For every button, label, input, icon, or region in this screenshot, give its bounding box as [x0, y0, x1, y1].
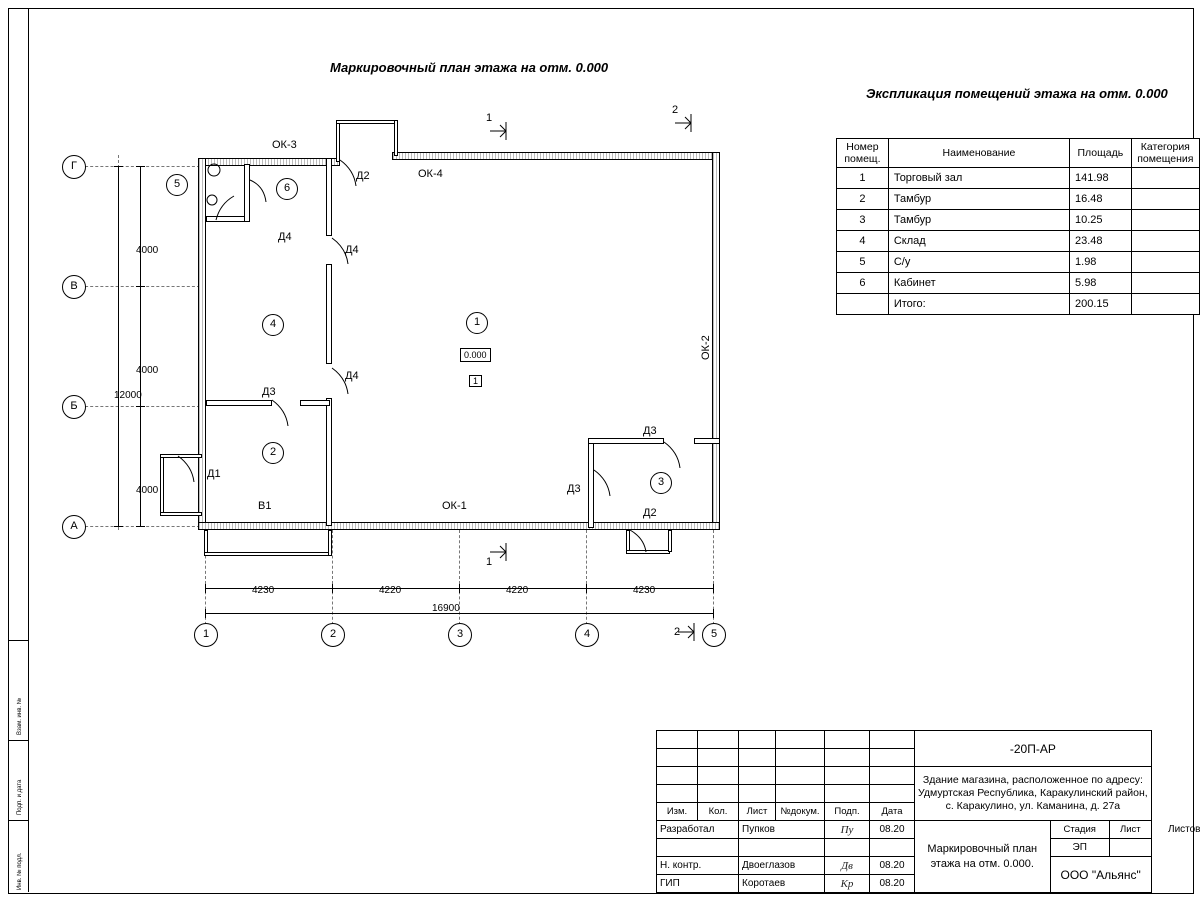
cell-area: 141.98 — [1070, 168, 1132, 189]
stamp-role-blank — [657, 839, 739, 857]
stamp-stage-value: ЭП — [1050, 839, 1109, 857]
stamp-role-ncontr: Н. контр. — [657, 857, 739, 875]
stamp-sheet-header-text: Лист — [1120, 824, 1141, 835]
dim-tick — [205, 609, 206, 618]
stamp-cell — [870, 785, 915, 803]
room-number-4: 4 — [262, 314, 284, 336]
elevation-marker: 0.000 — [460, 348, 491, 362]
table-row — [837, 252, 1200, 273]
table-row — [837, 273, 1200, 294]
total-label: Итого: — [888, 294, 1069, 315]
wall-interior-cabinet-right — [244, 164, 250, 222]
cell-area: 16.48 — [1070, 189, 1132, 210]
door-label-d4-c: Д4 — [345, 370, 359, 382]
wall-right-exterior — [712, 152, 720, 530]
wall-top-right — [392, 152, 720, 160]
vertical-dim-total — [118, 166, 119, 526]
dim-tick — [136, 526, 145, 527]
stamp-sheet-header — [1109, 821, 1151, 839]
plan-title: Маркировочный план этажа на отм. 0.000 — [330, 60, 609, 75]
porch-left-2 — [626, 530, 630, 552]
vertical-dim-2: 4000 — [136, 365, 159, 376]
dim-tick — [332, 584, 333, 593]
vertical-dim-total-label: 12000 — [114, 390, 142, 401]
stamp-row-ncontr — [657, 857, 1152, 875]
stamp-cell — [657, 767, 698, 785]
stamp-name-razrabotal: Пупков — [739, 821, 825, 839]
dim-tick — [136, 286, 145, 287]
stamp-cell — [825, 785, 870, 803]
wall-interior-horizontal-B — [206, 400, 272, 406]
header-category: Категория помещения — [1131, 139, 1199, 168]
dim-tick — [136, 406, 145, 407]
explication-title: Экспликация помещений этажа на отм. 0.000 — [866, 86, 1168, 101]
axis-bubble-5: 5 — [702, 623, 726, 647]
opening-label-ok4: ОК-4 — [418, 168, 443, 180]
stamp-cell — [657, 749, 698, 767]
cell-category — [1131, 231, 1199, 252]
header-number: Номер помещ. — [837, 139, 889, 168]
table-row — [837, 231, 1200, 252]
section-mark-2-bottom: 2 — [674, 626, 681, 638]
dim-tick — [136, 166, 145, 167]
dim-tick — [114, 166, 123, 167]
entrance-step-bottom — [160, 512, 202, 516]
room-number-1: 1 — [466, 312, 488, 334]
dim-tick — [205, 584, 206, 593]
window-label-v1: В1 — [258, 500, 272, 512]
section-mark-1-bottom: 1 — [486, 556, 493, 568]
stamp-date-blank — [870, 839, 915, 857]
cell-number: 2 — [837, 189, 889, 210]
cell-name: Тамбур — [888, 210, 1069, 231]
dim-tick — [459, 584, 460, 593]
room-number-3: 3 — [650, 472, 672, 494]
header-name: Наименование — [888, 139, 1069, 168]
stamp-organization: ООО "Альянс" — [1050, 857, 1151, 893]
axis-line-2 — [332, 530, 333, 630]
cell-empty — [837, 294, 889, 315]
stamp-cell — [739, 731, 776, 749]
stamp-cell — [870, 749, 915, 767]
stamp-code: -20П-АР — [915, 731, 1152, 767]
table-total-row — [837, 294, 1200, 315]
stamp-cell — [657, 785, 698, 803]
cell-number: 6 — [837, 273, 889, 294]
door-label-d3-b: Д3 — [643, 425, 657, 437]
stamp-cell — [776, 767, 825, 785]
cell-category — [1131, 273, 1199, 294]
axis-line-4 — [586, 530, 587, 630]
vertical-dim-1: 4000 — [136, 245, 159, 256]
stamp-row-blank2 — [657, 839, 1152, 857]
porch-bottom-1 — [204, 552, 332, 556]
stamp-cell — [698, 767, 739, 785]
wall-tambour3-top-right — [694, 438, 720, 444]
cell-area: 1.98 — [1070, 252, 1132, 273]
wall-step-vertical-right — [394, 120, 398, 156]
stamp-object-line3: с. Каракулино, ул. Каманина, д. 27а — [945, 800, 1121, 813]
stamp-col-izm: Изм. — [657, 803, 698, 821]
axis-bubble-G: Г — [62, 155, 86, 179]
stamp-date-ncontr: 08.20 — [870, 857, 915, 875]
stamp-row-blank — [657, 731, 1152, 749]
cell-name: Кабинет — [888, 273, 1069, 294]
stamp-object — [915, 767, 1152, 821]
cell-number: 3 — [837, 210, 889, 231]
axis-bubble-1: 1 — [194, 623, 218, 647]
stamp-col-podp: Подп. — [825, 803, 870, 821]
vertical-dim-chain — [140, 166, 141, 526]
total-area: 200.15 — [1070, 294, 1132, 315]
axis-bubble-V: В — [62, 275, 86, 299]
dim-tick — [713, 609, 714, 618]
wall-tambour3-top — [588, 438, 664, 444]
table-header-row — [837, 139, 1200, 168]
room-number-5: 5 — [166, 174, 188, 196]
stamp-cell — [739, 749, 776, 767]
cell-empty — [1131, 294, 1199, 315]
stamp-row-developer — [657, 821, 1152, 839]
stamp-signature-gip: Кр — [825, 875, 870, 893]
entrance-step-top — [160, 454, 202, 458]
entrance-step-left — [160, 454, 164, 516]
door-label-d2-top: Д2 — [356, 170, 370, 182]
margin-divider-3 — [8, 820, 28, 821]
stamp-drawing-title-line1: Маркировочный план — [927, 843, 1038, 856]
horizontal-dim-3: 4220 — [506, 585, 529, 596]
wall-step-horizontal — [336, 120, 398, 124]
stamp-cell — [825, 749, 870, 767]
header-area: Площадь — [1070, 139, 1132, 168]
axis-bubble-3: 3 — [448, 623, 472, 647]
door-label-d2-bottom: Д2 — [643, 507, 657, 519]
opening-label-ok3: ОК-3 — [272, 139, 297, 151]
cell-name: Склад — [888, 231, 1069, 252]
axis-line-3 — [459, 530, 460, 630]
stamp-object-line2: Удмуртская Республика, Каракулинский район, — [918, 786, 1148, 799]
stamp-row-blank — [657, 767, 1152, 785]
stamp-drawing-title — [915, 821, 1051, 893]
stamp-cell — [698, 731, 739, 749]
stamp-cell — [776, 749, 825, 767]
door-label-d4-b: Д4 — [345, 244, 359, 256]
wall-step-vertical-left — [336, 120, 340, 162]
title-block — [656, 730, 1152, 893]
stamp-drawing-title-line2: этажа на отм. 0.000. — [930, 857, 1034, 870]
stamp-name-blank — [739, 839, 825, 857]
cell-category — [1131, 210, 1199, 231]
stamp-cell — [657, 731, 698, 749]
room-number-2: 2 — [262, 442, 284, 464]
sheet-left-margin-column — [8, 8, 29, 892]
cell-name: Торговый зал — [888, 168, 1069, 189]
stamp-name-gip: Коротаев — [739, 875, 825, 893]
room-number-6: 6 — [276, 178, 298, 200]
stamp-cell — [698, 785, 739, 803]
horizontal-dim-2: 4220 — [379, 585, 402, 596]
stamp-date-razrabotal: 08.20 — [870, 821, 915, 839]
porch-right-2 — [668, 530, 672, 552]
stamp-cell — [870, 731, 915, 749]
cell-number: 4 — [837, 231, 889, 252]
stamp-col-ndokum: №докум. — [776, 803, 825, 821]
margin-label-podp: Подп. и дата — [17, 779, 23, 815]
stamp-cell — [870, 767, 915, 785]
axis-bubble-4: 4 — [575, 623, 599, 647]
stamp-col-data: Дата — [870, 803, 915, 821]
cell-area: 5.98 — [1070, 273, 1132, 294]
margin-label-vzam: Взам. инв. № — [17, 697, 23, 735]
door-label-d3-c: Д3 — [567, 483, 581, 495]
table-row — [837, 210, 1200, 231]
wall-interior-vertical-mid — [326, 264, 332, 364]
horizontal-dim-4: 4230 — [633, 585, 656, 596]
axis-bubble-A: А — [62, 515, 86, 539]
wall-bottom-exterior — [198, 522, 720, 530]
porch-bottom-2 — [626, 550, 670, 554]
door-label-d3-a: Д3 — [262, 386, 276, 398]
stamp-object-line1: Здание магазина, расположенное по адресу: — [922, 773, 1143, 786]
dim-tick — [114, 526, 123, 527]
axis-bubble-B: Б — [62, 395, 86, 419]
elevation-room-marker: 1 — [469, 375, 482, 387]
stamp-role-gip: ГИП — [657, 875, 739, 893]
stamp-sheets-header: Листов — [1168, 824, 1200, 835]
horizontal-dim-1: 4230 — [252, 585, 275, 596]
cell-name: С/у — [888, 252, 1069, 273]
wall-interior-horizontal-B2 — [300, 400, 330, 406]
wall-interior-vertical-upper — [326, 158, 332, 236]
stamp-signature-blank — [825, 839, 870, 857]
porch-right-1 — [328, 530, 332, 556]
wall-interior-cabinet-bottom — [206, 216, 248, 222]
cell-category — [1131, 252, 1199, 273]
section-mark-1-top: 1 — [486, 112, 493, 124]
stamp-stage-header: Стадия — [1050, 821, 1109, 839]
opening-label-ok2: ОК-2 — [700, 335, 712, 360]
cell-number: 1 — [837, 168, 889, 189]
table-row — [837, 168, 1200, 189]
margin-label-inv: Инв. № подл. — [17, 852, 23, 890]
stamp-cell — [739, 785, 776, 803]
cell-area: 23.48 — [1070, 231, 1132, 252]
stamp-cell — [776, 731, 825, 749]
axis-bubble-2: 2 — [321, 623, 345, 647]
vertical-dim-3: 4000 — [136, 485, 159, 496]
cell-category — [1131, 168, 1199, 189]
opening-label-ok1: ОК-1 — [442, 500, 467, 512]
stamp-signature-ncontr: Дв — [825, 857, 870, 875]
section-mark-2-top: 2 — [672, 104, 679, 116]
door-label-d1: Д1 — [207, 468, 221, 480]
margin-divider-2 — [8, 740, 28, 741]
wall-interior-vertical-lower — [326, 398, 332, 526]
stamp-signature-razrabotal: Пу — [825, 821, 870, 839]
stamp-cell — [825, 767, 870, 785]
wall-tambour3-left — [588, 438, 594, 528]
wall-left-exterior — [198, 158, 206, 530]
stamp-date-gip: 08.20 — [870, 875, 915, 893]
dim-tick — [586, 584, 587, 593]
stamp-cell — [776, 785, 825, 803]
stamp-cell — [825, 731, 870, 749]
cell-name: Тамбур — [888, 189, 1069, 210]
stamp-name-ncontr: Двоеглазов — [739, 857, 825, 875]
stamp-col-kol: Кол. — [698, 803, 739, 821]
stamp-col-list: Лист — [739, 803, 776, 821]
margin-divider-1 — [8, 640, 28, 641]
stamp-cell — [739, 767, 776, 785]
dim-tick — [713, 584, 714, 593]
cell-number: 5 — [837, 252, 889, 273]
table-row — [837, 189, 1200, 210]
horizontal-dim-total-label: 16900 — [432, 603, 460, 614]
explication-table — [836, 138, 1200, 315]
stamp-sheet-value — [1109, 839, 1151, 857]
door-label-d4-a: Д4 — [278, 231, 292, 243]
cell-category — [1131, 189, 1199, 210]
stamp-cell — [698, 749, 739, 767]
wall-top-left — [198, 158, 340, 166]
stamp-role-razrabotal: Разработал — [657, 821, 739, 839]
cell-area: 10.25 — [1070, 210, 1132, 231]
